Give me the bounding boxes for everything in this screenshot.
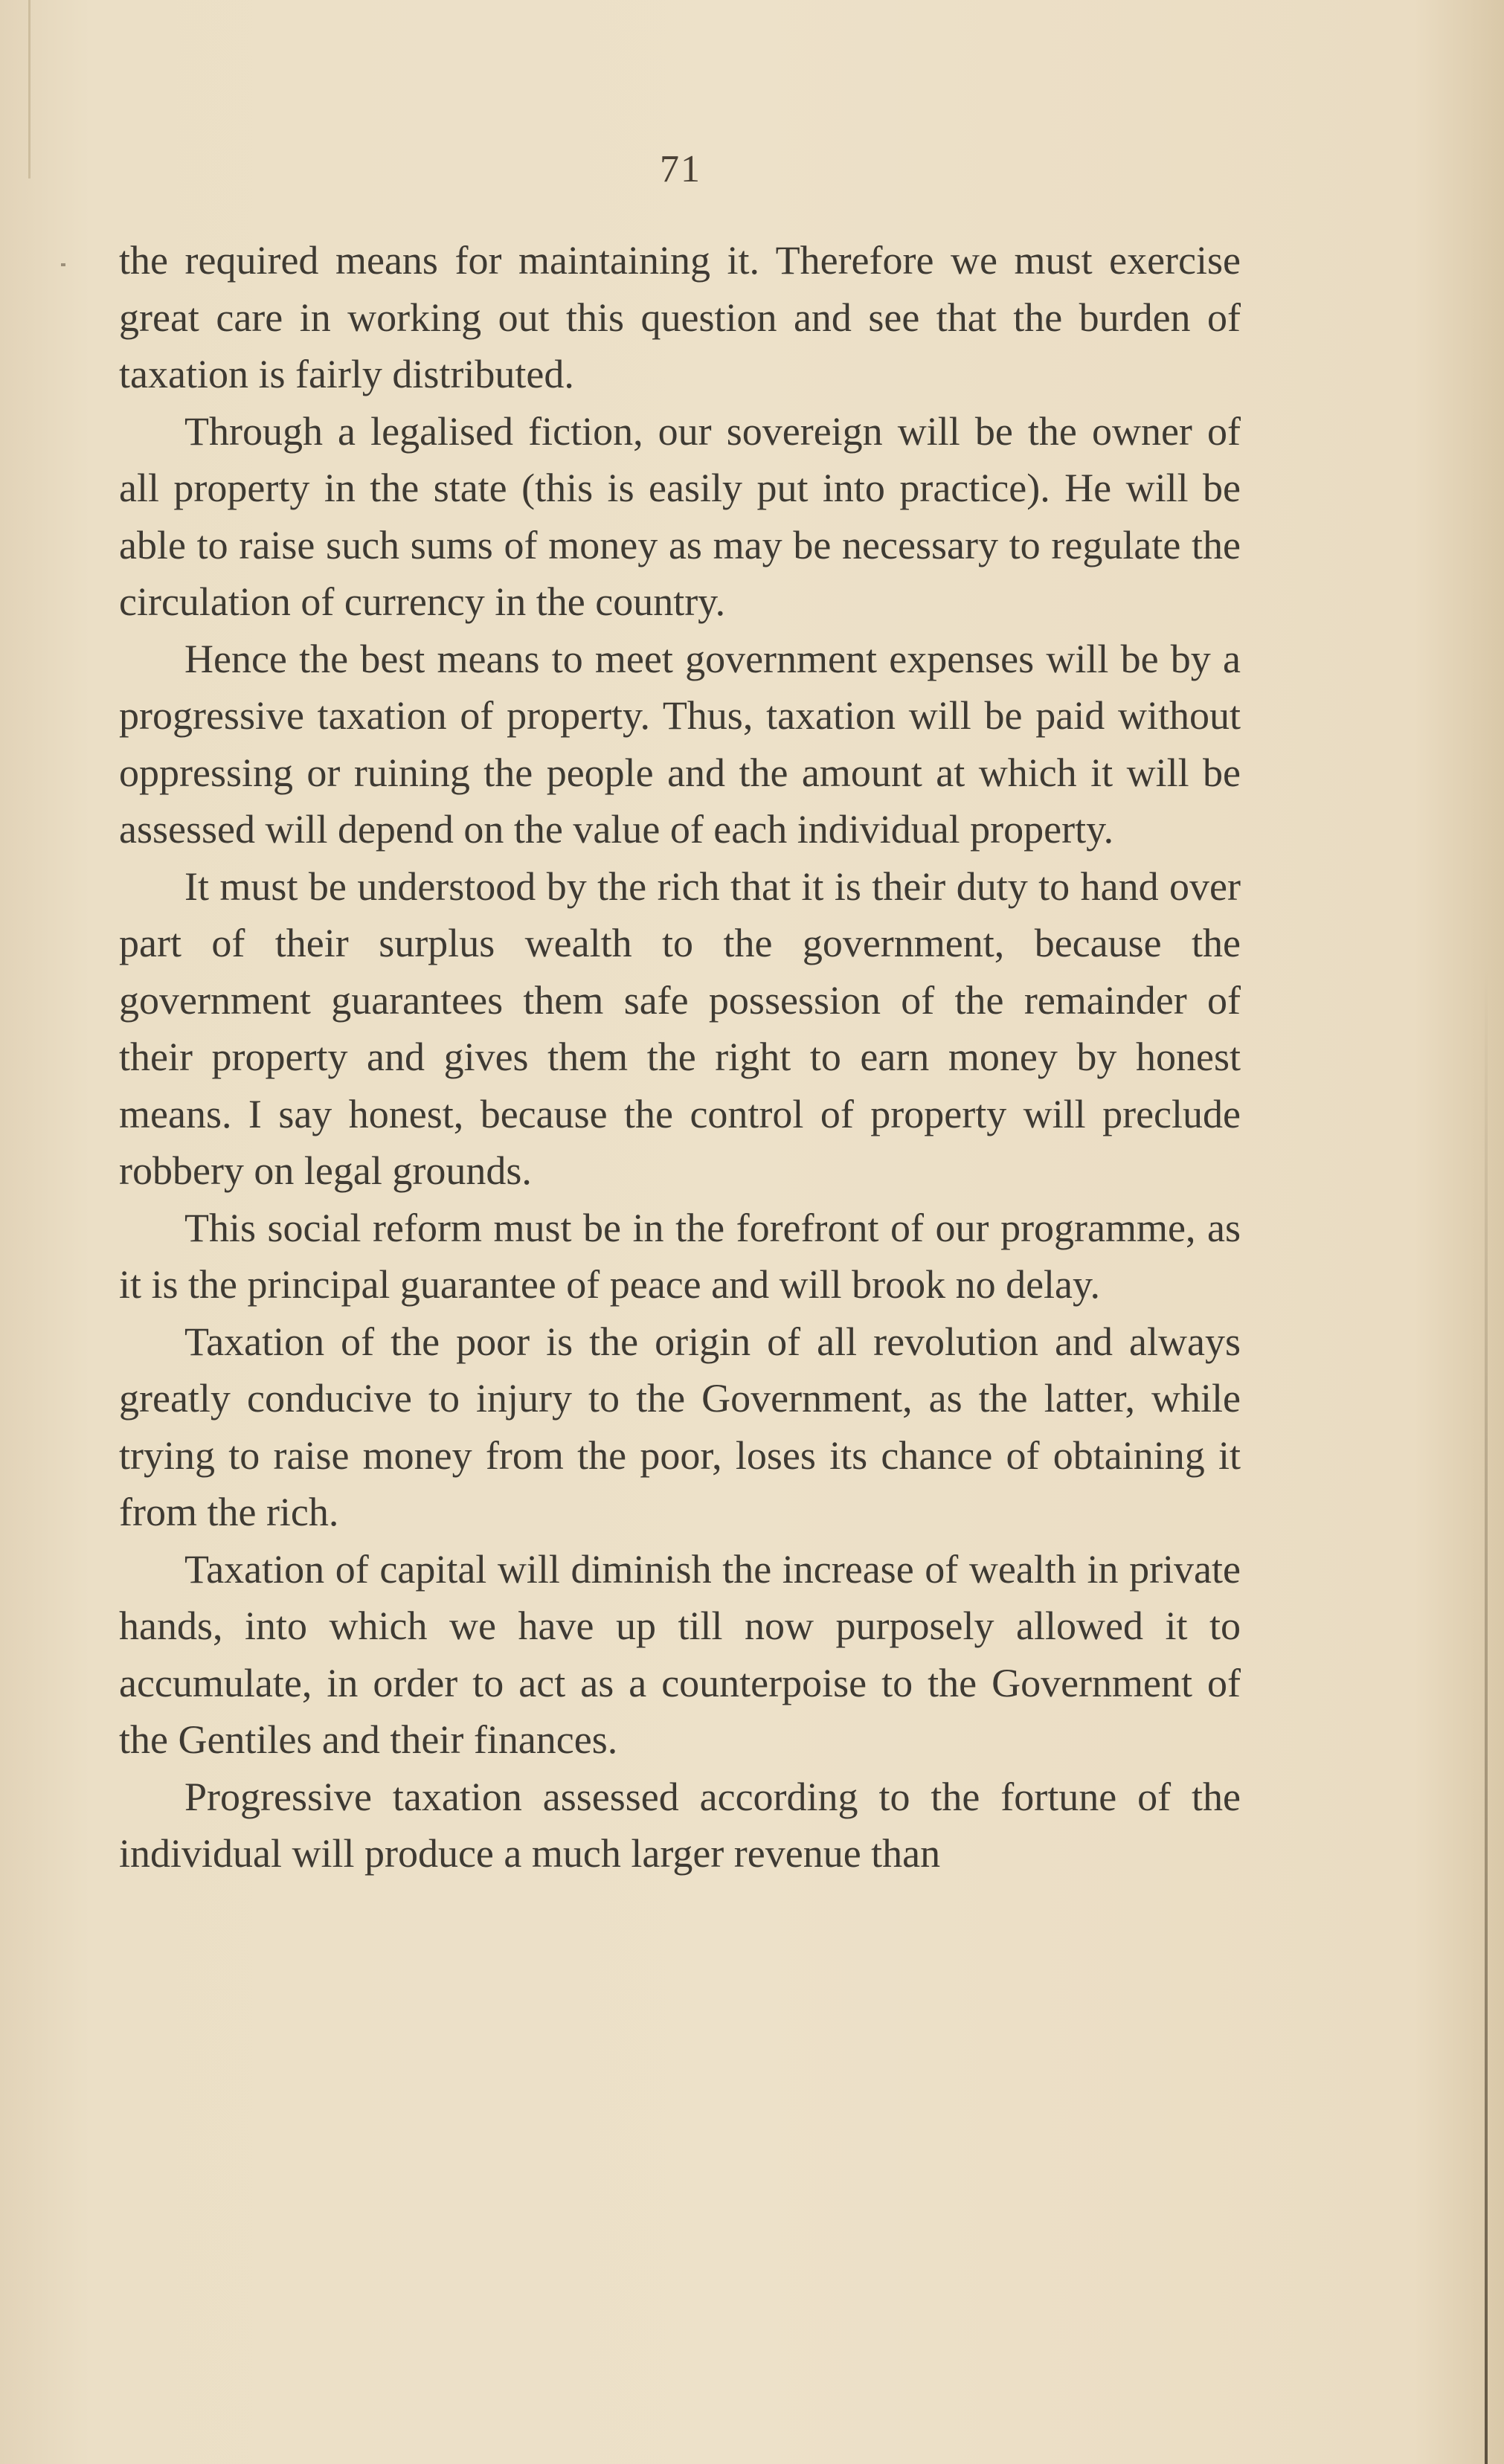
body-text: [119, 232, 1241, 1882]
margin-mark: [61, 263, 65, 266]
paragraph-continues: Progressive taxation assessed according to the fortune of the individual will produce a much larger revenue than: [119, 1774, 1241, 1876]
paragraph: Hence the best means to meet government expenses will be by a progressive taxation of property. Thus, taxation will be paid without oppressing or ruining the people and the amount at which it will be assessed will depend on the value of each individual property.: [119, 636, 1241, 852]
page-binding-shadow: [1485, 967, 1488, 2464]
paragraph: Through a legalised fiction, our sovereign will be the owner of all property in the state (this is easily put into practice). He will be able to raise such sums of money as may be necessary to regulate the circulation of currency in the country.: [119, 408, 1241, 624]
paragraph: It must be understood by the rich that it is their duty to hand over part of their surplus wealth to the government, because the government guarantees them safe possession of the remainder of their property and gives them the right to earn money by honest means. I say honest, because the control of property will preclude robbery on legal grounds.: [119, 863, 1241, 1193]
paragraph: Taxation of capital will diminish the increase of wealth in private hands, into which we have up till now purposely allowed it to accumulate, in order to act as a counterpoise to the Government of the Gentiles and their finances.: [119, 1546, 1241, 1762]
page-number: 71: [660, 148, 701, 190]
paragraph-continued: the required means for maintaining it. Therefore we must exercise great care in working out this question and see that the burden of taxation is fairly distributed.: [119, 238, 1241, 396]
paragraph: Taxation of the poor is the origin of all revolution and always greatly conducive to injury to the Government, as the latter, while trying to raise money from the poor, loses its chance of obtaining it from the rich.: [119, 1319, 1241, 1534]
paragraph: This social reform must be in the forefront of our programme, as it is the principal guarantee of peace and will brook no delay.: [119, 1205, 1241, 1307]
